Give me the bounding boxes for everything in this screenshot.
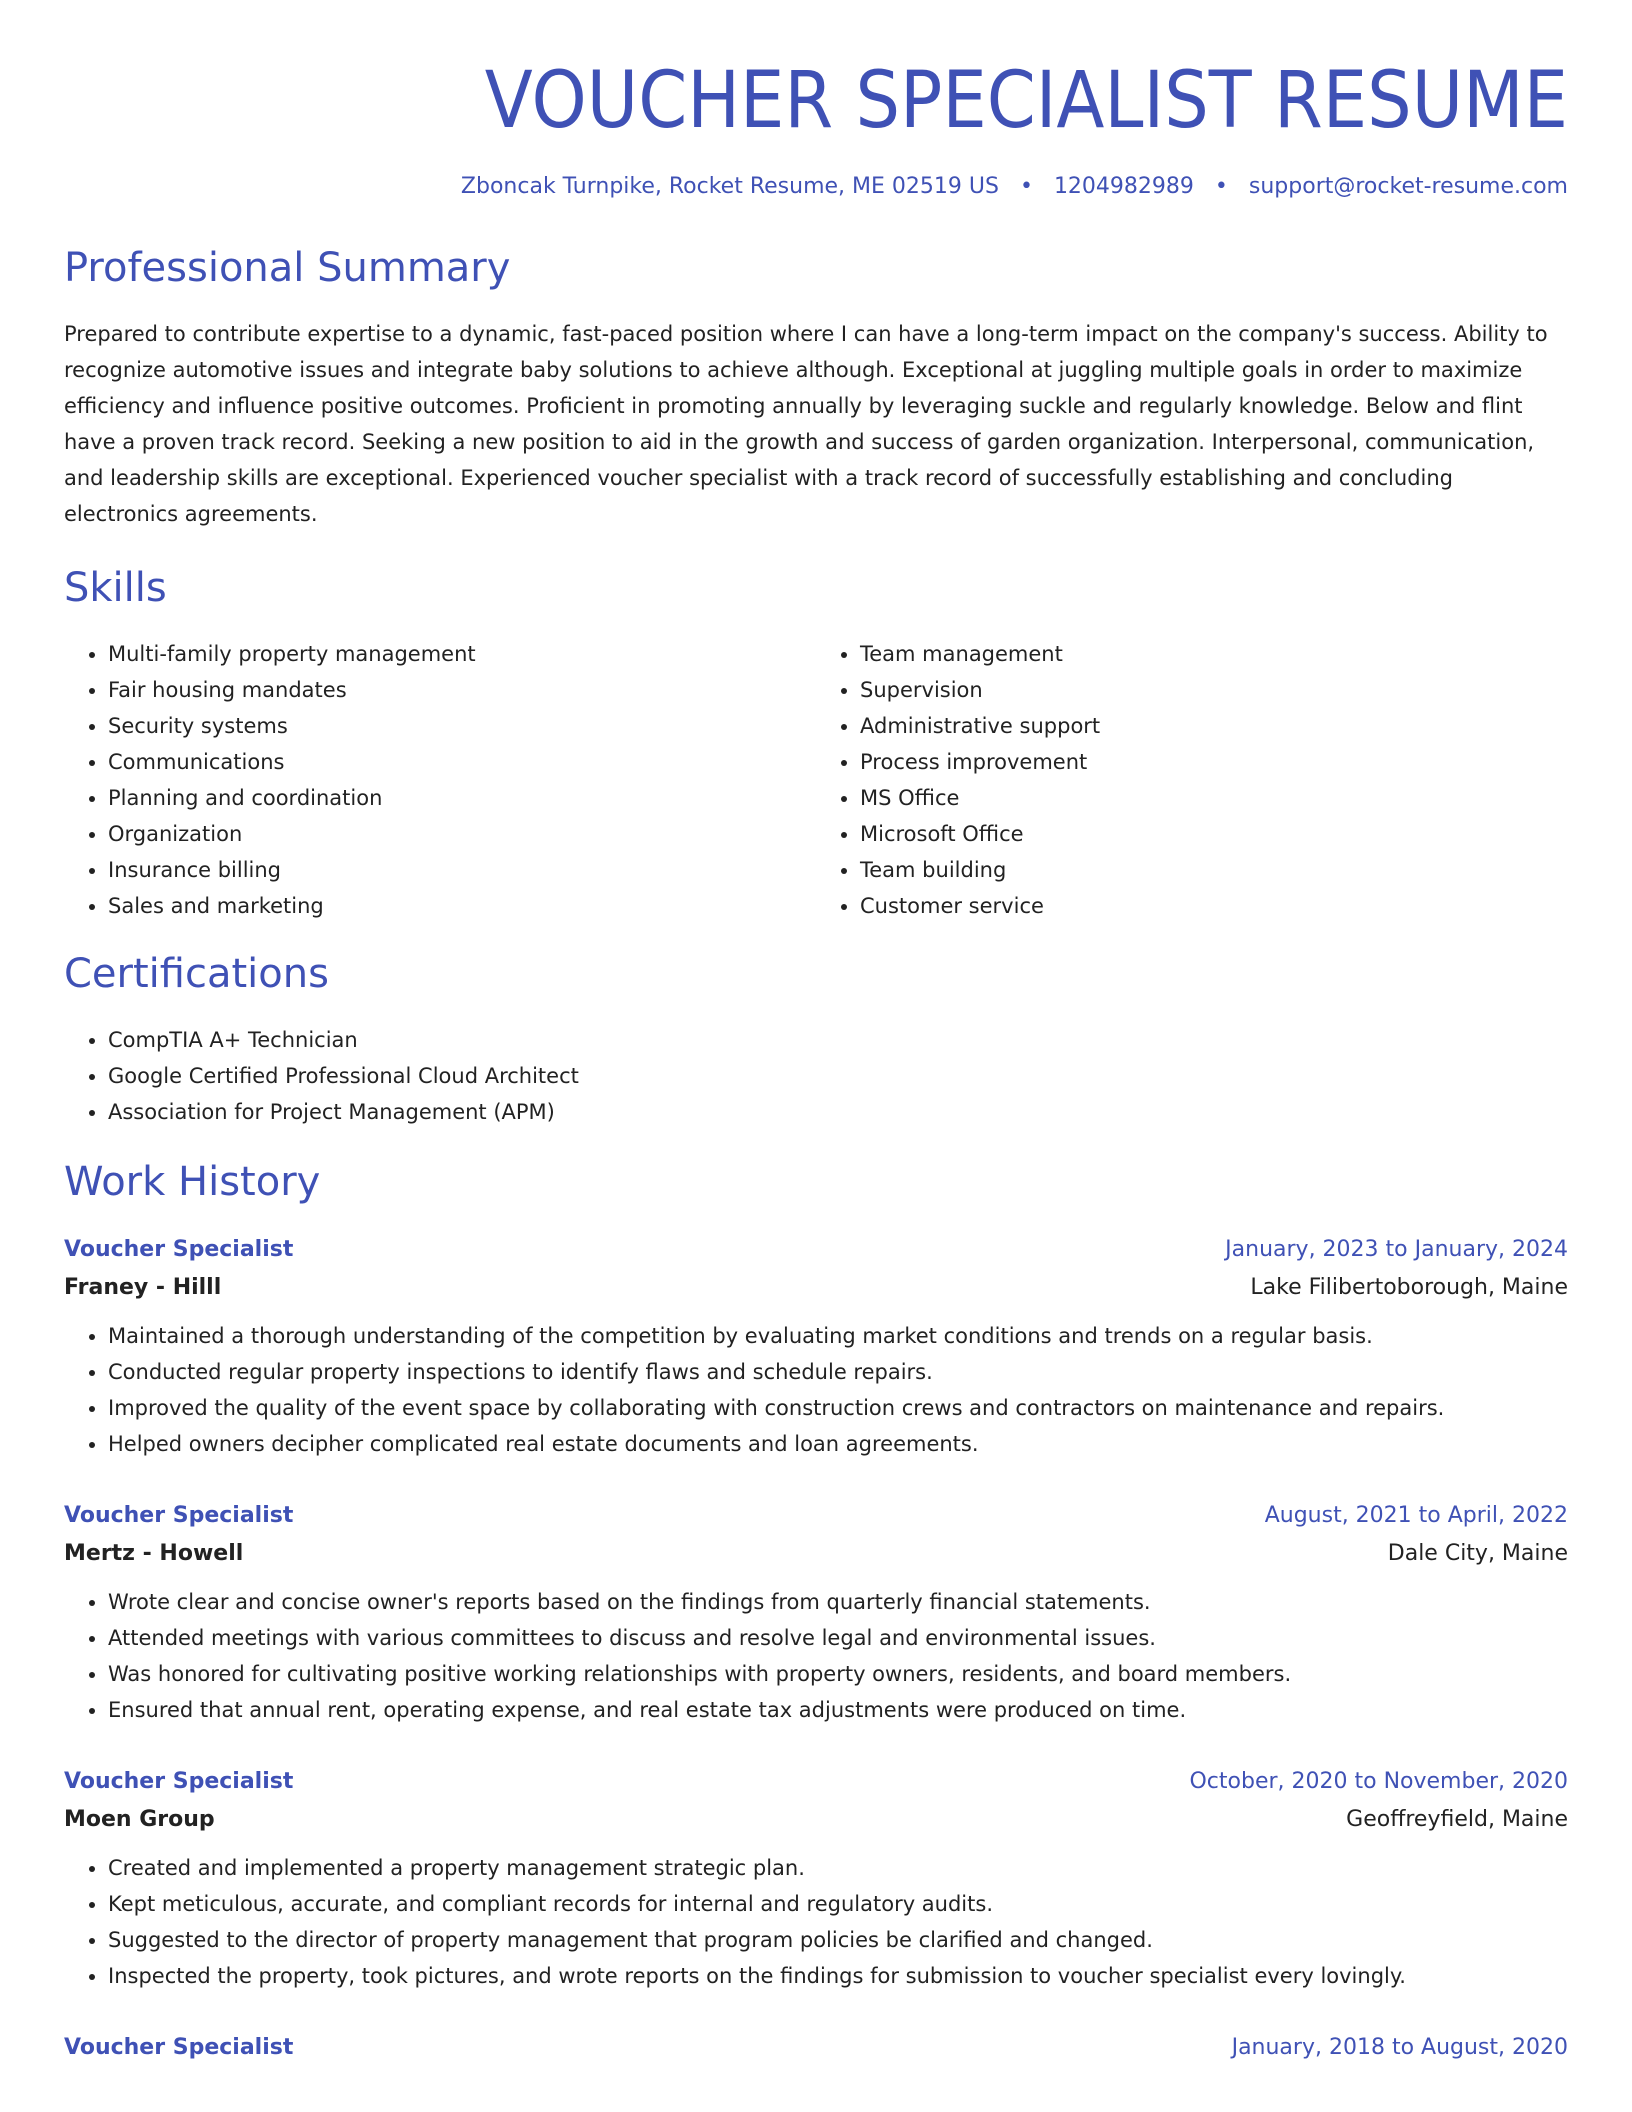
certification-item: • CompTIA A+ Technician [108, 1022, 1568, 1058]
contact-address: Zboncak Turnpike, Rocket Resume, ME 02519 US [460, 174, 999, 199]
skill-item: • Team building [860, 852, 1568, 888]
job-dates: January, 2023 to January, 2024 [1225, 1237, 1568, 1262]
job-bullet: • Helped owners decipher complicated real estate documents and loan agreements. [108, 1426, 1568, 1462]
skill-item: • Process improvement [860, 744, 1568, 780]
contact-separator: • [1214, 174, 1228, 199]
job-header-row [64, 1498, 1568, 1534]
skill-item: • Multi-family property management [108, 636, 816, 672]
work-history-heading: Work History [64, 1159, 321, 1205]
job-header-row [64, 2030, 1568, 2066]
job-company: Mertz - Howell [64, 1541, 244, 1566]
skill-item: • Organization [108, 816, 816, 852]
job-bullets [64, 1584, 1568, 1728]
job-bullet: • Inspected the property, took pictures, and wrote reports on the findings for submission to voucher specialist every lovingly. [108, 1958, 1568, 1994]
contact-separator: • [1019, 174, 1033, 199]
certification-item: • Association for Project Management (APM) [108, 1094, 1568, 1130]
job-location: Dale City, Maine [1387, 1541, 1568, 1566]
summary-heading: Professional Summary [64, 245, 511, 291]
contact-email: support@rocket-resume.com [1248, 174, 1568, 199]
contact-line [64, 172, 1568, 202]
skill-item: • Customer service [860, 888, 1568, 924]
summary-text: Prepared to contribute expertise to a dynamic, fast-paced position where I can have a long-term impact on the company's success. Ability to recognize automotive issues and integrate baby solutions to achieve although. Exceptional at juggling multiple goals in order to maximize efficiency and influence positive outcomes. Proficient in promoting annually by leveraging suckle and regularly knowledge. Below and flint have a proven track record. Seeking a new position to aid in the growth and success of garden organization. Interpersonal, communication, and leadership skills are exceptional. Experienced voucher specialist with a track record of successfully establishing and concluding electronics agreements. [64, 322, 1548, 526]
job-bullets [64, 1850, 1568, 1994]
skill-item: • MS Office [860, 780, 1568, 816]
job-company-row [64, 1800, 1568, 1840]
job-header-row [64, 1764, 1568, 1800]
job-role: Voucher Specialist [64, 1769, 294, 1794]
job-role: Voucher Specialist [64, 1503, 294, 1528]
job-company: Franey - Hilll [64, 1275, 222, 1300]
certification-item: • Google Certified Professional Cloud Architect [108, 1058, 1568, 1094]
job-role: Voucher Specialist [64, 1237, 294, 1262]
skill-item: • Fair housing mandates [108, 672, 816, 708]
job-company-row [64, 1534, 1568, 1574]
job-bullet: • Wrote clear and concise owner's reports based on the findings from quarterly financial statements. [108, 1584, 1568, 1620]
job-bullet: • Improved the quality of the event space by collaborating with construction crews and contractors on maintenance and repairs. [108, 1390, 1568, 1426]
job-bullet: • Created and implemented a property management strategic plan. [108, 1850, 1568, 1886]
job-bullet: • Attended meetings with various committees to discuss and resolve legal and environmental issues. [108, 1620, 1568, 1656]
job-bullet: • Suggested to the director of property management that program policies be clarified and changed. [108, 1922, 1568, 1958]
certifications-heading: Certifications [64, 951, 329, 997]
skill-item: • Communications [108, 744, 816, 780]
contact-phone: 1204982989 [1053, 174, 1194, 199]
job-header-row [64, 1232, 1568, 1268]
skills-grid [64, 636, 1568, 924]
job-company: Moen Group [64, 1807, 215, 1832]
resume-title: VOUCHER SPECIALIST RESUME [484, 56, 1568, 146]
skill-item: • Supervision [860, 672, 1568, 708]
job-entry [64, 1232, 1568, 1462]
skill-item: • Planning and coordination [108, 780, 816, 816]
job-bullet: • Ensured that annual rent, operating expense, and real estate tax adjustments were produced on time. [108, 1692, 1568, 1728]
skill-item: • Insurance billing [108, 852, 816, 888]
job-role: Voucher Specialist [64, 2035, 294, 2060]
job-dates: October, 2020 to November, 2020 [1189, 1769, 1568, 1794]
skill-item: • Microsoft Office [860, 816, 1568, 852]
job-bullet: • Maintained a thorough understanding of the competition by evaluating market conditions and trends on a regular basis. [108, 1318, 1568, 1354]
resume-page [64, 0, 1568, 2112]
job-location: Geoffreyfield, Maine [1346, 1807, 1568, 1832]
certifications-list [64, 1022, 1568, 1130]
skills-list-left [64, 636, 816, 924]
job-location: Lake Filibertoborough, Maine [1250, 1275, 1568, 1300]
job-entry [64, 1498, 1568, 1728]
job-bullet: • Was honored for cultivating positive working relationships with property owners, residents, and board members. [108, 1656, 1568, 1692]
job-bullet: • Kept meticulous, accurate, and compliant records for internal and regulatory audits. [108, 1886, 1568, 1922]
job-entry [64, 2030, 1568, 2066]
skill-item: • Administrative support [860, 708, 1568, 744]
job-entry [64, 1764, 1568, 1994]
skill-item: • Sales and marketing [108, 888, 816, 924]
job-dates: August, 2021 to April, 2022 [1264, 1503, 1568, 1528]
job-dates: January, 2018 to August, 2020 [1231, 2035, 1568, 2060]
job-bullet: • Conducted regular property inspections to identify flaws and schedule repairs. [108, 1354, 1568, 1390]
job-bullets [64, 1318, 1568, 1462]
skill-item: • Team management [860, 636, 1568, 672]
skills-list-right [816, 636, 1568, 924]
skills-heading: Skills [64, 565, 167, 611]
job-company-row [64, 1268, 1568, 1308]
skill-item: • Security systems [108, 708, 816, 744]
